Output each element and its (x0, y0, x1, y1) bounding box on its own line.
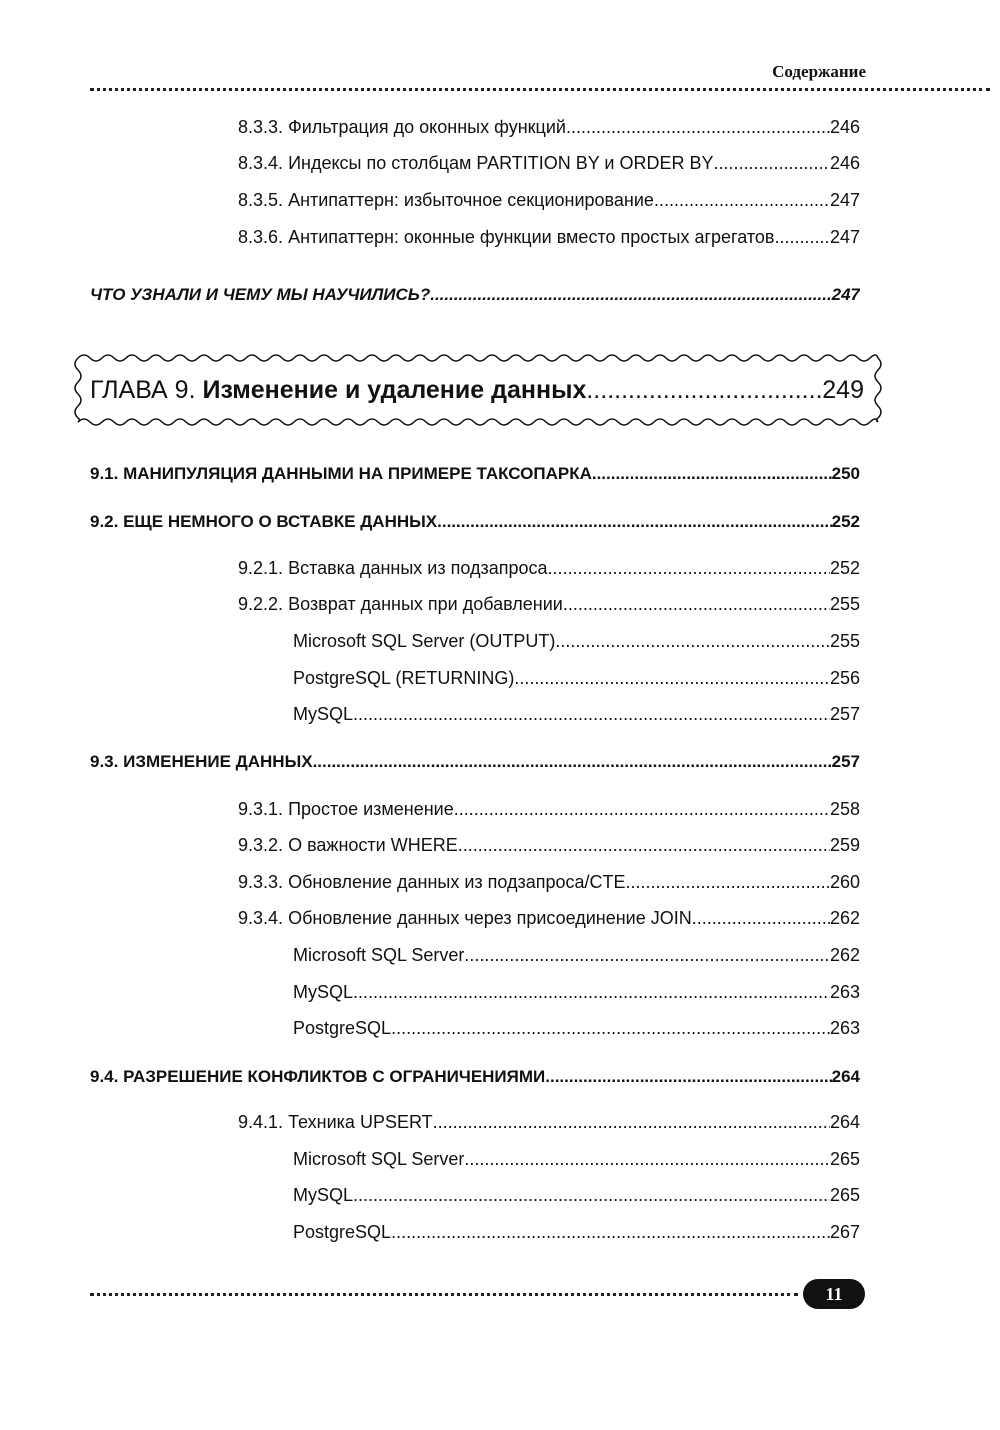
toc-leader-dots (654, 188, 830, 212)
toc-leader-dots (391, 1016, 830, 1040)
header-dotted-rule (90, 88, 990, 91)
toc-entry-number: 9.2.1. (238, 558, 284, 578)
chapter-label: ГЛАВА 9. (90, 376, 196, 404)
toc-entry-mysql-insert[interactable] (293, 702, 860, 726)
toc-entry-postgres-returning[interactable] (293, 666, 860, 690)
toc-entry-9-4-1[interactable] (238, 1110, 860, 1134)
toc-leader-dots (692, 906, 830, 930)
toc-entry-8-3-3[interactable] (238, 115, 860, 139)
toc-page-number: 247 (829, 190, 860, 210)
toc-entry-title: О важности WHERE (288, 835, 458, 855)
running-header: Содержание (772, 62, 866, 81)
toc-leader-dots (548, 556, 830, 580)
toc-entry-number: 9.3. (90, 752, 119, 771)
toc-entry-mssql-output[interactable] (293, 629, 860, 653)
toc-section-9-1[interactable] (90, 462, 860, 486)
toc-page-number: 255 (829, 631, 860, 651)
toc-entry-title: Microsoft SQL Server (OUTPUT) (293, 631, 556, 651)
toc-entry-title: МАНИПУЛЯЦИЯ ДАННЫМИ НА ПРИМЕРЕ ТАКСОПАРКА (123, 464, 592, 483)
toc-entry-number: 8.3.3. (238, 117, 284, 137)
toc-page-number: 265 (829, 1185, 860, 1205)
toc-page-number: 252 (829, 558, 860, 578)
toc-entry-number: 8.3.4. (238, 153, 284, 173)
toc-entry-title: PostgreSQL (293, 1018, 392, 1038)
toc-entry-number: 9.3.1. (238, 799, 284, 819)
toc-page-number: 247 (831, 285, 860, 304)
toc-page-number: 262 (829, 945, 860, 965)
toc-section-9-2[interactable] (90, 510, 860, 534)
toc-page-number: 247 (829, 227, 860, 247)
toc-page-number: 252 (831, 512, 860, 531)
toc-entry-title: Обновление данных из подзапроса/CTE (288, 872, 626, 892)
toc-entry-9-3-1[interactable] (238, 797, 860, 821)
toc-leader-dots (437, 510, 832, 534)
toc-entry-title: Индексы по столбцам PARTITION BY и ORDER BY (288, 153, 714, 173)
toc-page-number: 264 (829, 1112, 860, 1132)
toc-entry-number: 9.4. (90, 1067, 119, 1086)
toc-entry-postgres-update[interactable] (293, 1016, 860, 1040)
toc-page-number: 246 (829, 153, 860, 173)
toc-leader-dots (626, 870, 830, 894)
toc-entry-title: Антипаттерн: избыточное секционирование (288, 190, 654, 210)
toc-entry-8-3-5[interactable] (238, 188, 860, 212)
chapter-page-number: 249 (822, 376, 864, 404)
toc-entry-mysql-update[interactable] (293, 980, 860, 1004)
chapter-title: Изменение и удаление данных (202, 376, 587, 404)
toc-entry-summary[interactable] (90, 283, 860, 307)
toc-entry-title: MySQL (293, 704, 354, 724)
toc-leader-dots (313, 750, 832, 774)
toc-leader-dots (555, 629, 830, 653)
toc-entry-title: РАЗРЕШЕНИЕ КОНФЛИКТОВ С ОГРАНИЧЕНИЯМИ (123, 1067, 546, 1086)
toc-entry-title: Microsoft SQL Server (293, 945, 465, 965)
toc-leader-dots (592, 462, 832, 486)
toc-leader-dots (714, 151, 830, 175)
toc-page-number: 257 (831, 752, 860, 771)
toc-leader-dots (545, 1065, 831, 1089)
toc-entry-mssql-update[interactable] (293, 943, 860, 967)
toc-leader-dots (464, 1147, 830, 1171)
toc-leader-dots (353, 1183, 830, 1207)
toc-entry-mssql-upsert[interactable] (293, 1147, 860, 1171)
toc-entry-9-2-1[interactable] (238, 556, 860, 580)
toc-entry-9-2-2[interactable] (238, 592, 860, 616)
toc-leader-dots (774, 225, 830, 249)
toc-entry-title: Возврат данных при добавлении (288, 594, 563, 614)
toc-entry-9-3-2[interactable] (238, 833, 860, 857)
toc-page-number: 255 (829, 594, 860, 614)
toc-entry-title: ЧТО УЗНАЛИ И ЧЕМУ МЫ НАУЧИЛИСЬ? (90, 285, 431, 304)
toc-page-number: 260 (829, 872, 860, 892)
toc-entry-number: 9.3.4. (238, 908, 284, 928)
toc-page-number: 246 (829, 117, 860, 137)
toc-leader-dots (353, 702, 830, 726)
toc-page-number: 264 (831, 1067, 860, 1086)
toc-entry-title: Антипаттерн: оконные функции вместо простых агрегатов (288, 227, 775, 247)
toc-leader-dots (454, 797, 830, 821)
toc-entry-number: 8.3.6. (238, 227, 284, 247)
toc-page-number: 267 (829, 1222, 860, 1242)
toc-entry-number: 9.3.2. (238, 835, 284, 855)
toc-entry-title: MySQL (293, 982, 354, 1002)
toc-entry-9-3-4[interactable] (238, 906, 860, 930)
toc-entry-title: Простое изменение (288, 799, 454, 819)
toc-leader-dots (586, 373, 822, 407)
toc-page-number: 250 (831, 464, 860, 483)
toc-chapter-9[interactable] (90, 373, 864, 407)
toc-leader-dots (458, 833, 830, 857)
toc-entry-number: 9.3.3. (238, 872, 284, 892)
toc-page-number: 258 (829, 799, 860, 819)
toc-entry-postgres-upsert[interactable] (293, 1220, 860, 1244)
toc-page-number: 257 (829, 704, 860, 724)
toc-entry-title: MySQL (293, 1185, 354, 1205)
toc-entry-number: 9.1. (90, 464, 119, 483)
toc-leader-dots (430, 283, 831, 307)
toc-entry-title: Техника UPSERT (288, 1112, 433, 1132)
toc-entry-8-3-6[interactable] (238, 225, 860, 249)
toc-entry-8-3-4[interactable] (238, 151, 860, 175)
toc-leader-dots (464, 943, 830, 967)
toc-leader-dots (433, 1110, 830, 1134)
toc-entry-title: ИЗМЕНЕНИЕ ДАННЫХ (123, 752, 313, 771)
toc-entry-title: Microsoft SQL Server (293, 1149, 465, 1169)
toc-entry-title: PostgreSQL (293, 1222, 392, 1242)
toc-page-number: 259 (829, 835, 860, 855)
toc-entry-number: 9.2. (90, 512, 119, 531)
toc-entry-title: PostgreSQL (RETURNING) (293, 668, 515, 688)
toc-leader-dots (391, 1220, 830, 1244)
toc-entry-number: 9.4.1. (238, 1112, 284, 1132)
toc-leader-dots (353, 980, 830, 1004)
toc-page-number: 256 (829, 668, 860, 688)
toc-leader-dots (514, 666, 830, 690)
page-number-badge: 11 (803, 1279, 865, 1309)
toc-entry-title: Вставка данных из подзапроса (288, 558, 548, 578)
toc-entry-title: Фильтрация до оконных функций (288, 117, 566, 137)
toc-entry-number: 9.2.2. (238, 594, 284, 614)
toc-entry-title: Обновление данных через присоединение JOIN (288, 908, 692, 928)
toc-page-number: 263 (829, 1018, 860, 1038)
toc-page-number: 262 (829, 908, 860, 928)
toc-entry-number: 8.3.5. (238, 190, 284, 210)
toc-section-9-4[interactable] (90, 1065, 860, 1089)
toc-entry-mysql-upsert[interactable] (293, 1183, 860, 1207)
toc-entry-title: ЕЩЕ НЕМНОГО О ВСТАВКЕ ДАННЫХ (123, 512, 438, 531)
toc-entry-9-3-3[interactable] (238, 870, 860, 894)
toc-page-number: 265 (829, 1149, 860, 1169)
toc-section-9-3[interactable] (90, 750, 860, 774)
toc-leader-dots (566, 115, 830, 139)
footer-dotted-rule (90, 1293, 798, 1296)
toc-leader-dots (563, 592, 830, 616)
toc-page-number: 263 (829, 982, 860, 1002)
